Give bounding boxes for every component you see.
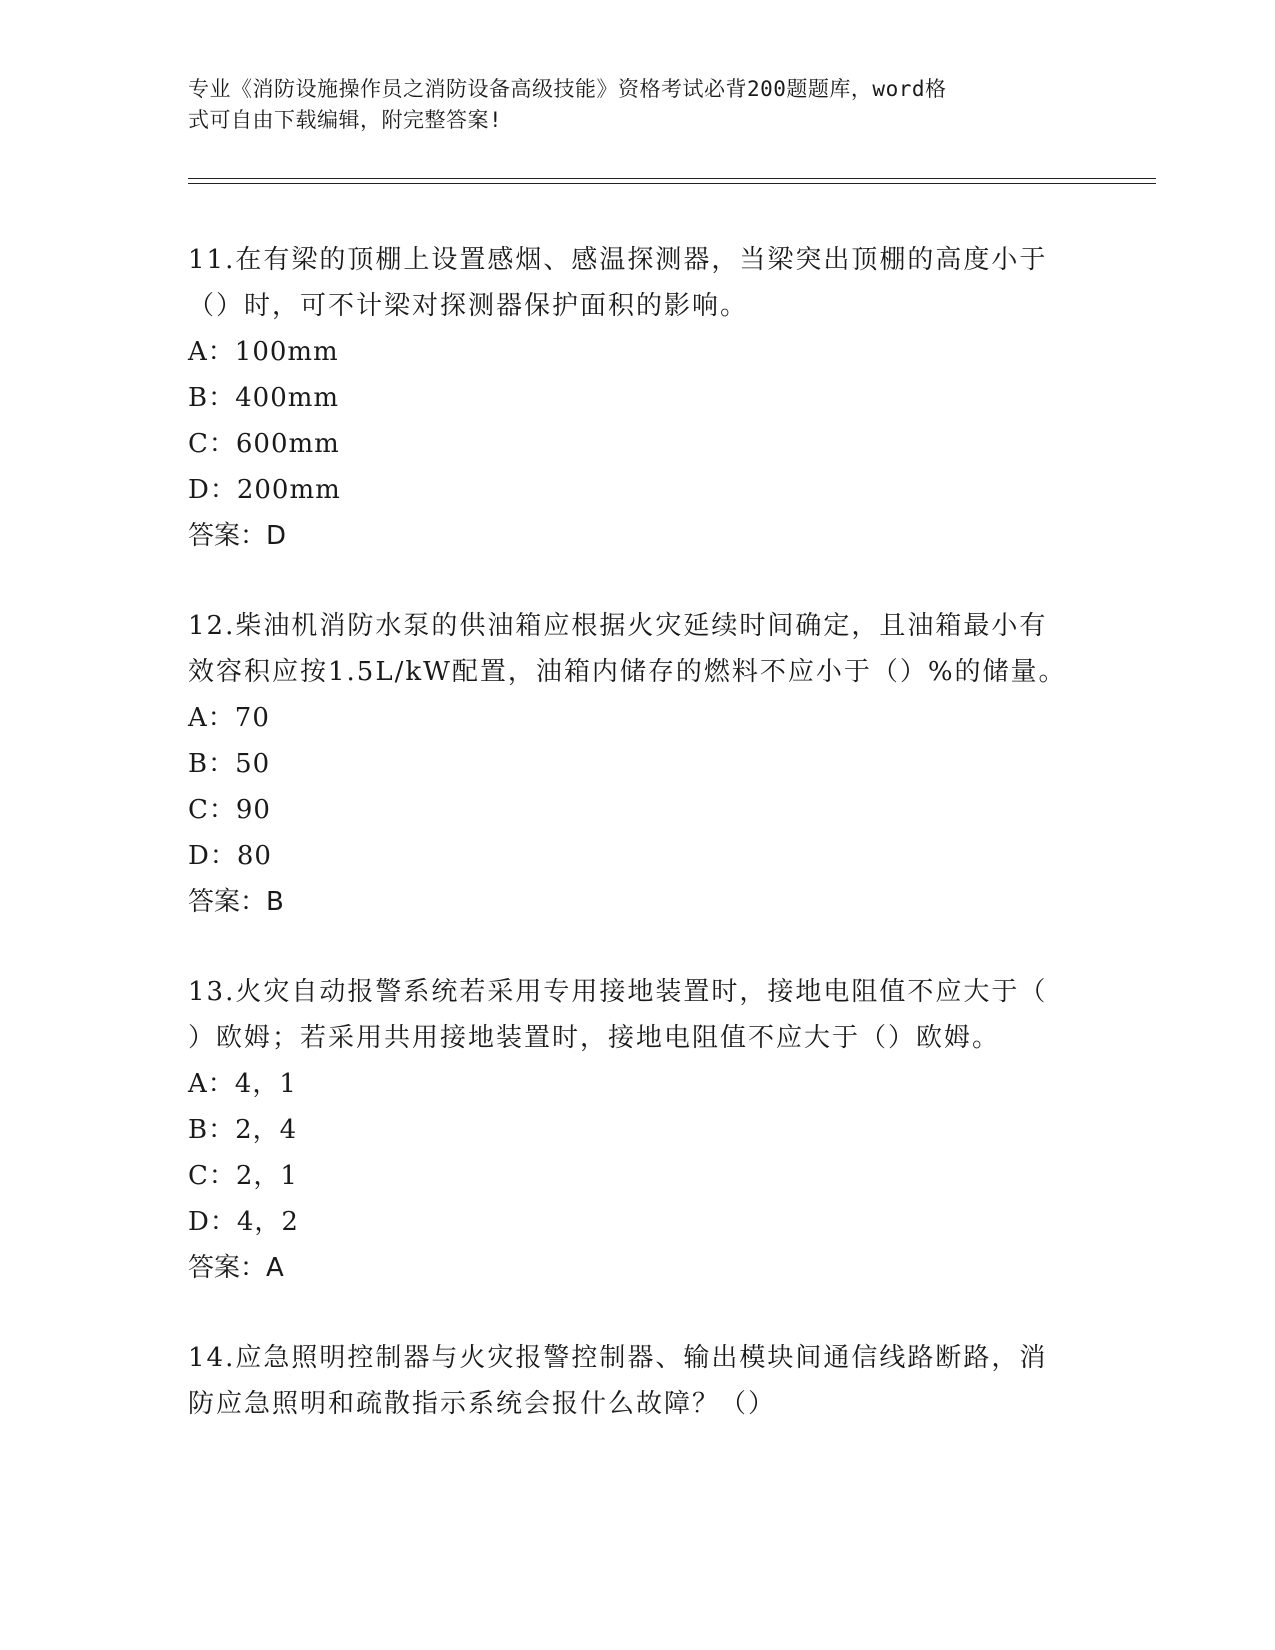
option-a: A：4，1 — [188, 1069, 297, 1099]
option-a: A：100mm — [188, 337, 339, 367]
question-stem-line: ）欧姆；若采用共用接地装置时，接地电阻值不应大于（）欧姆。 — [188, 1023, 1001, 1053]
option-c: C：90 — [188, 795, 271, 825]
option-c: C：2，1 — [188, 1161, 298, 1191]
question-11 — [188, 237, 1088, 559]
question-stem-line: 防应急照明和疏散指示系统会报什么故障？（） — [188, 1389, 777, 1419]
question-stem-line: 14.应急照明控制器与火灾报警控制器、输出模块间通信线路断路，消 — [188, 1343, 1048, 1373]
option-b: B：2，4 — [188, 1115, 298, 1145]
option-b: B：50 — [188, 749, 271, 779]
option-d: D：4，2 — [188, 1207, 299, 1237]
header-divider — [188, 178, 1156, 184]
header-line-1: 专业《消防设施操作员之消防设备高级技能》资格考试必背200题题库，word格 — [188, 77, 947, 101]
question-stem-line: 效容积应按1.5L/kW配置，油箱内储存的燃料不应小于（）%的储量。 — [188, 657, 1067, 687]
document-header — [188, 74, 1088, 136]
question-stem-line: 11.在有梁的顶棚上设置感烟、感温探测器，当梁突出顶棚的高度小于 — [188, 245, 1048, 275]
question-12 — [188, 603, 1088, 925]
answer-line: 答案：D — [188, 521, 287, 551]
option-a: A：70 — [188, 703, 270, 733]
answer-line: 答案：A — [188, 1253, 284, 1283]
header-line-2: 式可自由下载编辑，附完整答案! — [188, 108, 503, 132]
option-c: C：600mm — [188, 429, 340, 459]
question-13 — [188, 969, 1088, 1291]
option-d: D：200mm — [188, 475, 341, 505]
option-d: D：80 — [188, 841, 272, 871]
question-stem-line: （）时，可不计梁对探测器保护面积的影响。 — [188, 291, 749, 321]
option-b: B：400mm — [188, 383, 340, 413]
question-14 — [188, 1335, 1088, 1427]
answer-line: 答案：B — [188, 887, 284, 917]
question-stem-line: 12.柴油机消防水泵的供油箱应根据火灾延续时间确定，且油箱最小有 — [188, 611, 1048, 641]
question-stem-line: 13.火灾自动报警系统若采用专用接地装置时，接地电阻值不应大于（ — [188, 977, 1048, 1007]
